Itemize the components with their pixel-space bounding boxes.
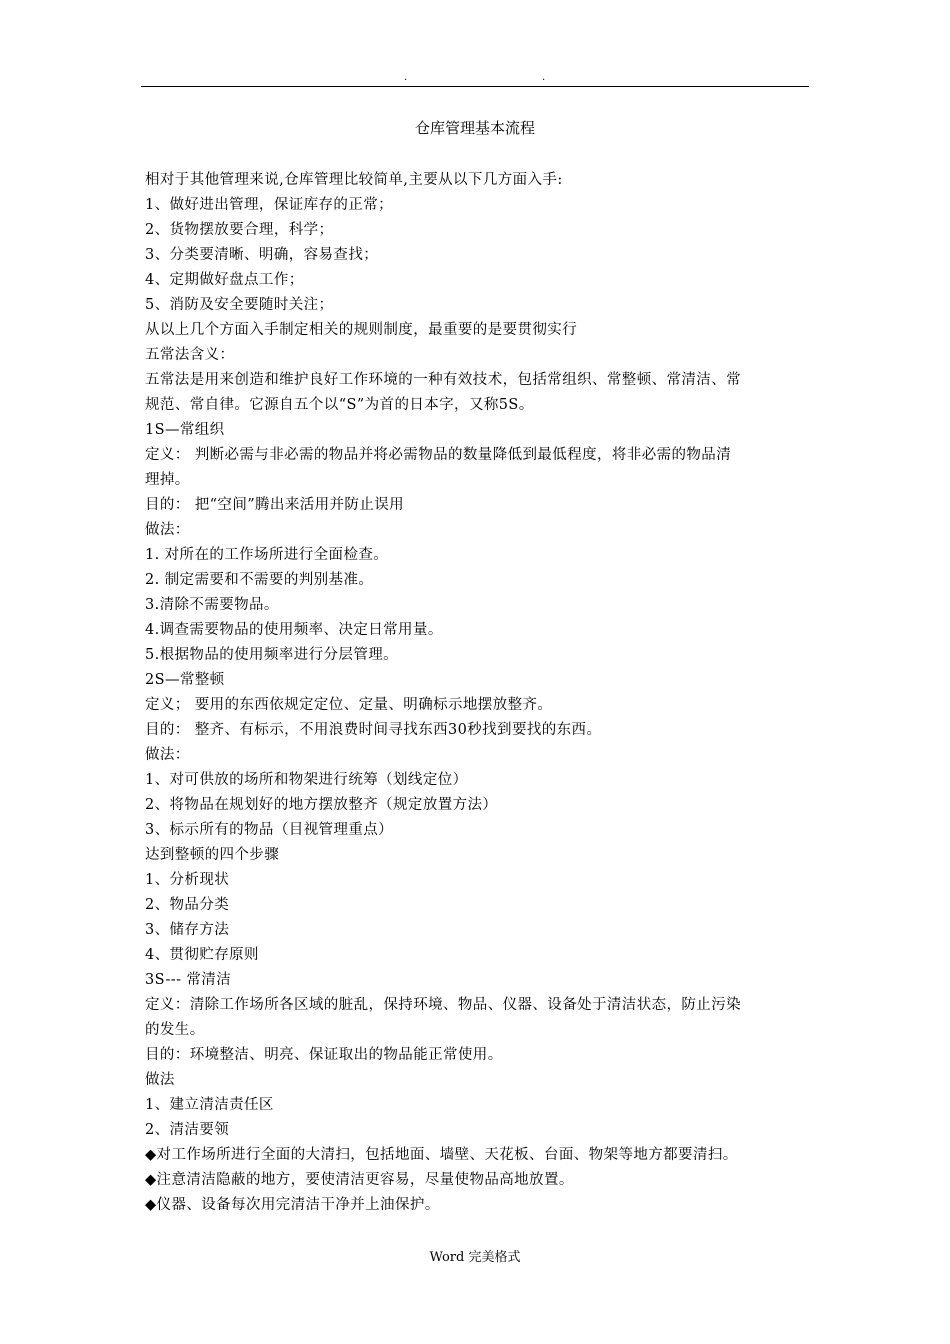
body-line: 的发生。 <box>145 1022 205 1038</box>
body-line: 五常法含义： <box>145 347 235 363</box>
document-title: 仓库管理基本流程 <box>414 119 535 137</box>
body-line: 3、储存方法 <box>145 922 230 938</box>
body-line: 理掉。 <box>145 472 190 488</box>
body-line: 目的： 把“空间”腾出来活用并防止误用 <box>145 497 405 513</box>
header-dot-right: . <box>542 72 546 83</box>
body-line: 做法 <box>145 1072 175 1088</box>
body-line: 4、贯彻贮存原则 <box>145 947 259 963</box>
body-line: 1S—常组织 <box>145 422 225 438</box>
body-line: 相对于其他管理来说,仓库管理比较简单,主要从以下几方面入手: <box>145 172 563 188</box>
body-line: 2. 制定需要和不需要的判别基准。 <box>145 572 374 588</box>
body-line: 从以上几个方面入手制定相关的规则制度，最重要的是要贯彻实行 <box>145 322 578 338</box>
page-footer: Word 完美格式 <box>429 1250 521 1265</box>
body-line: 4、定期做好盘点工作； <box>145 272 304 288</box>
body-line: 做法： <box>145 747 190 763</box>
body-line: 目的：环境整洁、明亮、保证取出的物品能正常使用。 <box>145 1047 503 1063</box>
body-line: 定义：清除工作场所各区域的脏乱，保持环境、物品、仪器、设备处于清洁状态，防止污染 <box>145 997 741 1013</box>
body-line: 2、物品分类 <box>145 897 230 913</box>
body-line: 做法： <box>145 522 190 538</box>
body-line: ◆对工作场所进行全面的大清扫，包括地面、墙壁、天花板、台面、物架等地方都要清扫。 <box>145 1147 738 1163</box>
body-line: 4.调查需要物品的使用频率、决定日常用量。 <box>145 622 443 638</box>
body-line: 1、对可供放的场所和物架进行统筹（划线定位） <box>145 772 468 788</box>
document-body <box>145 168 811 1218</box>
body-line: ◆注意清洁隐蔽的地方，要使清洁更容易，尽量使物品高地放置。 <box>145 1172 574 1188</box>
body-line: 3、标示所有的物品（目视管理重点） <box>145 822 394 838</box>
header-dot-left: . <box>404 72 408 83</box>
body-line: 1、建立清洁责任区 <box>145 1097 274 1113</box>
body-line: 定义： 判断必需与非必需的物品并将必需物品的数量降低到最低程度，将非必需的物品清 <box>145 447 732 463</box>
body-line: 2S—常整顿 <box>145 672 225 688</box>
body-line: 5.根据物品的使用频率进行分层管理。 <box>145 647 399 663</box>
body-line: 目的： 整齐、有标示，不用浪费时间寻找东西30秒找到要找的东西。 <box>145 722 602 738</box>
body-line: 3.清除不需要物品。 <box>145 597 279 613</box>
body-line: ◆仪器、设备每次用完清洁干净并上油保护。 <box>145 1197 440 1213</box>
body-line: 规范、常自律。它源自五个以“S”为首的日本字，又称5S。 <box>145 397 534 413</box>
body-line: 3、分类要清晰、明确，容易查找； <box>145 247 379 263</box>
header-dots <box>400 73 550 83</box>
body-line: 五常法是用来创造和维护良好工作环境的一种有效技术，包括常组织、常整顿、常清洁、常 <box>145 372 741 388</box>
body-line: 2、将物品在规划好的地方摆放整齐（规定放置方法） <box>145 797 498 813</box>
body-line: 1. 对所在的工作场所进行全面检查。 <box>145 547 389 563</box>
body-line: 2、货物摆放要合理，科学； <box>145 222 334 238</box>
body-line: 1、分析现状 <box>145 872 230 888</box>
header-rule <box>141 86 809 87</box>
body-line: 3S--- 常清洁 <box>145 972 232 988</box>
body-line: 5、消防及安全要随时关注； <box>145 297 334 313</box>
body-line: 定义； 要用的东西依规定定位、定量、明确标示地摆放整齐。 <box>145 697 553 713</box>
body-line: 达到整顿的四个步骤 <box>145 847 280 863</box>
body-line: 2、清洁要领 <box>145 1122 230 1138</box>
body-line: 1、做好进出管理，保证库存的正常； <box>145 197 394 213</box>
